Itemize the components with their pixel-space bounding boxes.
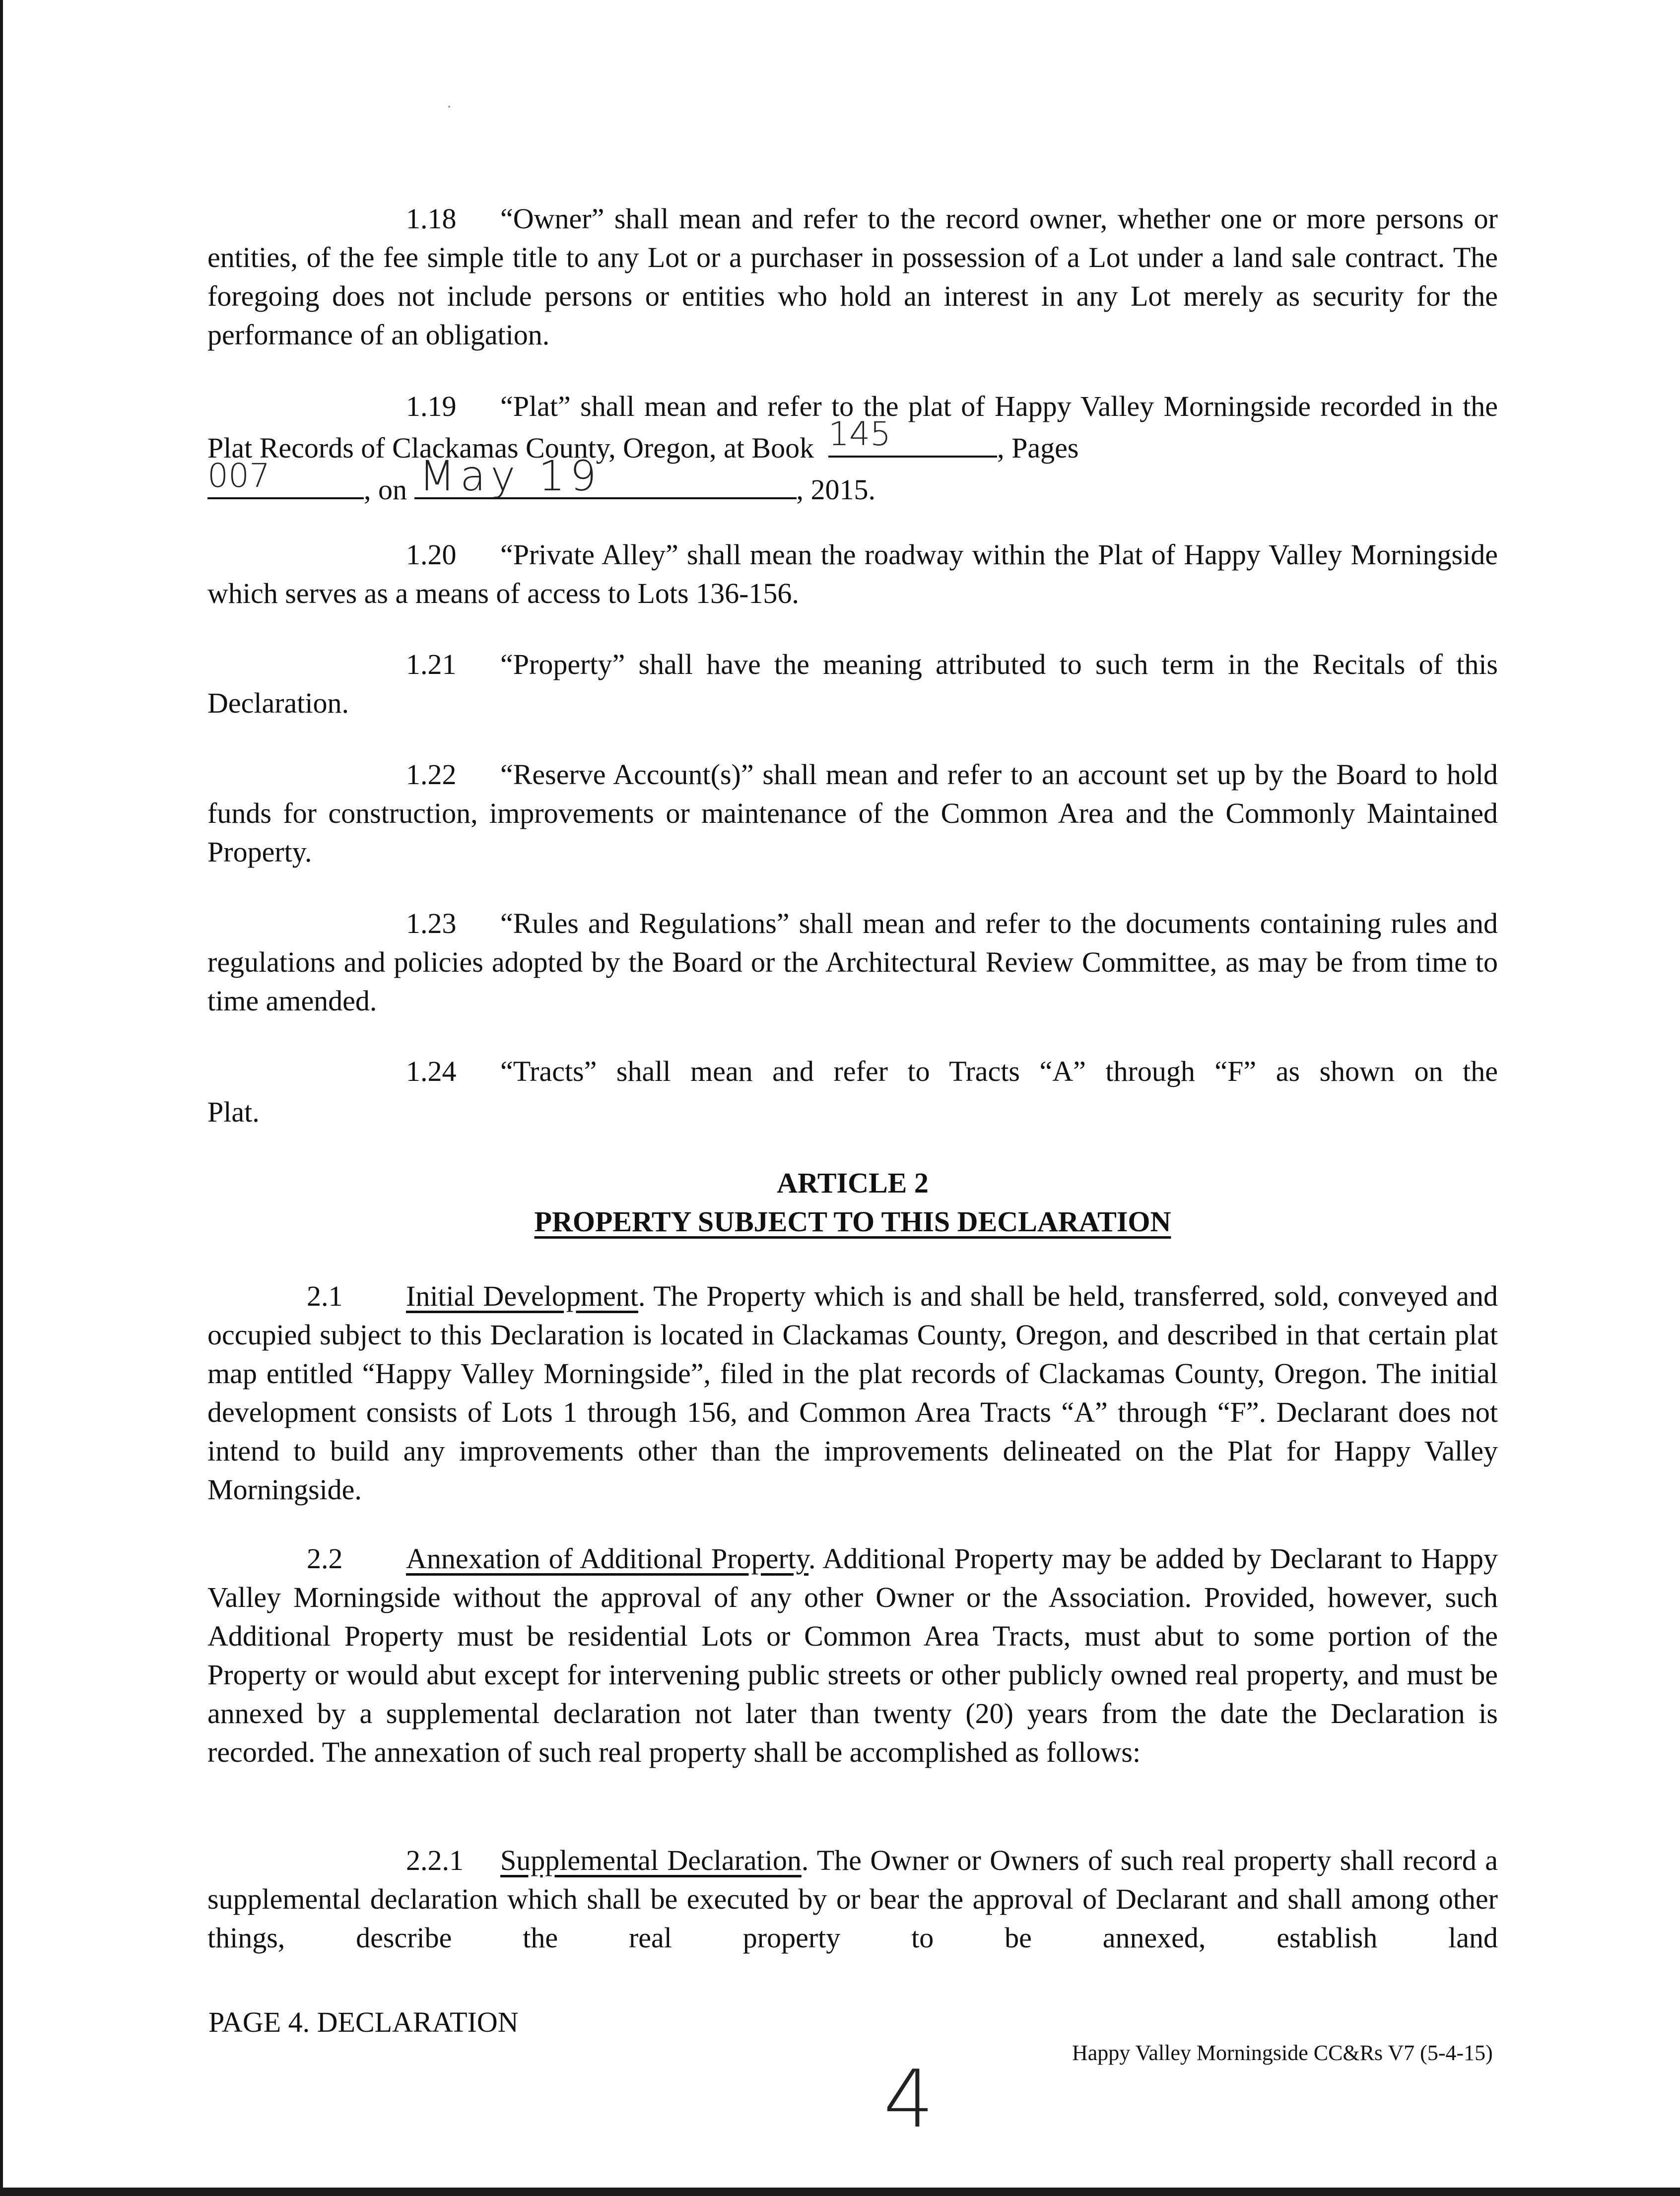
date-blank [414, 452, 797, 500]
definition-1-24: 1.24 “Tracts” shall mean and refer to Tracts “A” through “F” as shown on the [406, 1055, 1498, 1087]
section-2-2-1-heading: Supplemental Declaration [500, 1844, 802, 1876]
article-subtitle: PROPERTY SUBJECT TO THIS DECLARATION [534, 1205, 1171, 1238]
scan-edge-bottom [0, 2188, 1680, 2196]
handwritten-book: 145 [828, 415, 891, 453]
scan-speck [448, 106, 450, 108]
section-2-1: 2.1 Initial Development. The Property which is and shall be held, transferred, sold, conveyed and occupied subject to this Declaration is located in Clackamas County, Oregon, and described in that certain plat map entitled “Happy Valley Morningside”, filed in the plat records of Clackamas County, Oregon. The initial development consists of Lots 1 through 156, and Common Area Tracts “A” through “F”. Declarant does not intend to build any improvements other than the improvements delineated on the Plat for Happy Valley Morningside. [207, 1280, 1498, 1506]
definition-1-19: 1.19 “Plat” shall mean and refer to the plat of Happy Valley Morningside recorded in the Plat Records of Clackamas County, Oregon, at Book 145 , Pages 007 , on May 19 , 2015. [207, 390, 1498, 506]
definition-1-21: 1.21 “Property” shall have the meaning attributed to such term in the Recitals of this Declaration. [207, 648, 1498, 719]
scan-edge-left [0, 0, 3, 2196]
handwritten-page-number: 4 [883, 2053, 934, 2145]
section-2-1-heading: Initial Development [406, 1280, 638, 1312]
section-2-2-1: 2.2.1 Supplemental Declaration. The Owner or Owners of such real property shall record a supplemental declaration which shall be executed by or bear the approval of Declarant and shall among other things, describe the real property to be annexed, establish land [207, 1844, 1498, 1954]
definition-1-23: 1.23 “Rules and Regulations” shall mean and refer to the documents containing rules and regulations and policies adopted by the Board or the Architectural Review Committee, as may be from time to time amended. [207, 907, 1498, 1017]
definition-1-18: 1.18 “Owner” shall mean and refer to the record owner, whether one or more persons or entities, of the fee simple title to any Lot or a purchaser in possession of a Lot under a land sale contract. The foregoing does not include persons or entities who hold an interest in any Lot merely as security for the performance of an obligation. [207, 202, 1498, 351]
footer-page-label: PAGE 4. DECLARATION [208, 2006, 519, 2038]
definition-1-20: 1.20 “Private Alley” shall mean the roadway within the Plat of Happy Valley Morningside which serves as a means of access to Lots 136-156. [207, 538, 1498, 609]
handwritten-pages: 007 [207, 457, 270, 495]
section-2-2-heading: Annexation of Additional Property [406, 1542, 808, 1575]
footer-version-label: Happy Valley Morningside CC&Rs V7 (5-4-15) [1072, 2041, 1493, 2065]
section-2-2: 2.2 Annexation of Additional Property. Additional Property may be added by Declarant to Happy Valley Morningside without the approval of any other Owner or the Association. Provided, however, such Additional Property must be residential Lots or Common Area Tracts, must abut to some portion of the Property or would abut except for intervening public streets or other publicly owned real property, and must be annexed by a supplemental declaration not later than twenty (20) years from the date the Declaration is recorded. The annexation of such real property shall be accomplished as follows: [207, 1542, 1498, 1768]
handwritten-date: May 19 [419, 452, 602, 500]
article-subtitle-wrap [207, 1202, 1498, 1241]
definition-1-22: 1.22 “Reserve Account(s)” shall mean and refer to an account set up by the Board to hold funds for construction, improvements or maintenance of the Common Area and the Commonly Maintained Property. [207, 758, 1498, 868]
book-blank [828, 415, 997, 458]
article-title: ARTICLE 2 [777, 1167, 929, 1199]
definition-1-24-tail: Plat. [207, 1096, 260, 1128]
pages-blank [207, 457, 364, 499]
